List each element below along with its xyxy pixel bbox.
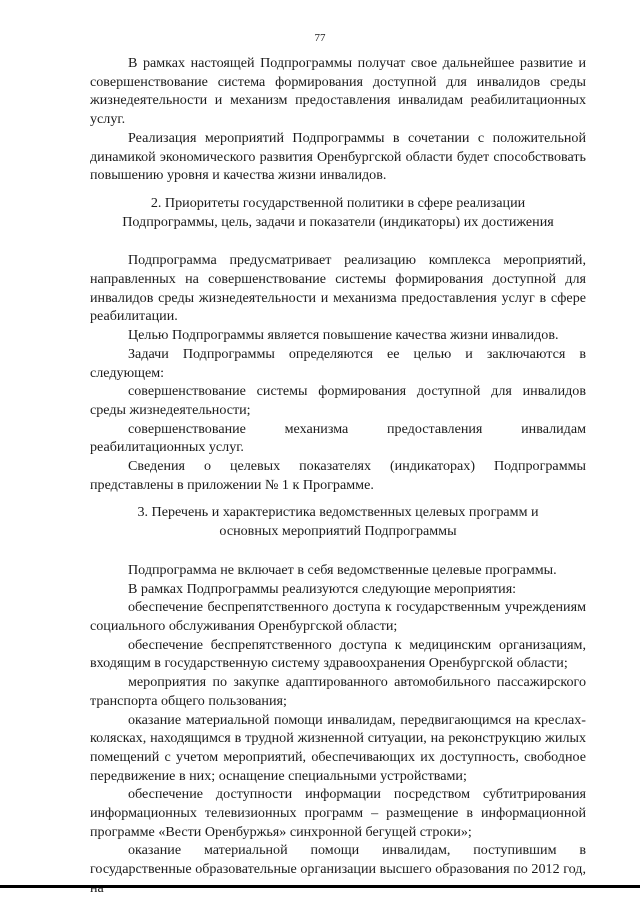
intro-paragraph: Реализация мероприятий Подпрограммы в сочетании с положительной динамикой экономического развития Оренбургской области будет способствовать повышению уровня и качества жизни инвалидов.	[90, 129, 586, 184]
section-2-heading-line: 2. Приоритеты государственной политики в сфере реализации	[150, 194, 526, 211]
section-3-heading-line: основных мероприятий Подпрограммы	[219, 523, 457, 540]
section-2-paragraph: совершенствование механизма предоставления инвалидам реабилитационных услуг.	[90, 420, 586, 456]
section-3-heading-line: 3. Перечень и характеристика ведомственных целевых программ и	[137, 504, 539, 521]
section-3-paragraph: оказание материальной помощи инвалидам, передвигающимся на креслах-колясках, находящимся в трудной жизненной ситуации, на реконструкцию жилых помещений с учетом мероприятий, обеспечивающих их доступность, свободное передвижение в них; оснащение специальными устройствами;	[90, 711, 586, 784]
section-3-paragraph: обеспечение беспрепятственного доступа к медицинским организациям, входящим в государственную систему здравоохранения Оренбургской области;	[90, 636, 586, 672]
section-2-heading-line: Подпрограммы, цель, задачи и показатели (индикаторы) их достижения	[122, 213, 554, 230]
section-3-paragraph: В рамках Подпрограммы реализуются следующие мероприятия:	[128, 580, 517, 597]
intro-paragraph: В рамках настоящей Подпрограммы получат свое дальнейшее развитие и совершенствование система формирования доступной для инвалидов среды жизнедеятельности и механизм предоставления инвалидам реабилитационных услуг.	[90, 55, 586, 128]
section-3-paragraph: обеспечение беспрепятственного доступа к государственным учреждениям социального обслуживания Оренбургской области;	[90, 599, 586, 634]
section-2-paragraph: Задачи Подпрограммы определяются ее целью и заключаются в следующем:	[90, 345, 586, 381]
section-2-paragraph: совершенствование системы формирования доступной для инвалидов среды жизнедеятельности;	[90, 383, 586, 418]
section-2-paragraph: Целью Подпрограммы является повышение качества жизни инвалидов.	[128, 327, 559, 344]
section-2-paragraph: Подпрограмма предусматривает реализацию комплекса мероприятий, направленных на совершенствование системы формирования доступной для инвалидов среды жизнедеятельности и механизма предоставления услуг в сфере реабилитации.	[90, 252, 586, 325]
section-3-paragraph: обеспечение доступности информации посредством субтитрирования информационных телевизионных программ – размещение в информационной программе «Вести Оренбуржья» синхронной бегущей строки»;	[90, 786, 586, 840]
section-3-heading	[90, 503, 586, 540]
section-2-heading	[90, 194, 586, 231]
section-3-paragraph: Подпрограмма не включает в себя ведомственные целевые программы.	[128, 561, 557, 578]
section-2-paragraph: Сведения о целевых показателях (индикаторах) Подпрограммы представлены в приложении № 1 к Программе.	[90, 458, 586, 493]
page-number: 77	[314, 32, 326, 44]
section-3-paragraph: мероприятия по закупке адаптированного автомобильного пассажирского транспорта общего пользования;	[90, 674, 586, 709]
section-3-paragraph: оказание материальной помощи инвалидам, поступившим в государственные образовательные организации высшего образования по 2012 год,	[90, 842, 586, 878]
page-bottom-border	[0, 885, 640, 888]
document-body	[90, 54, 586, 898]
